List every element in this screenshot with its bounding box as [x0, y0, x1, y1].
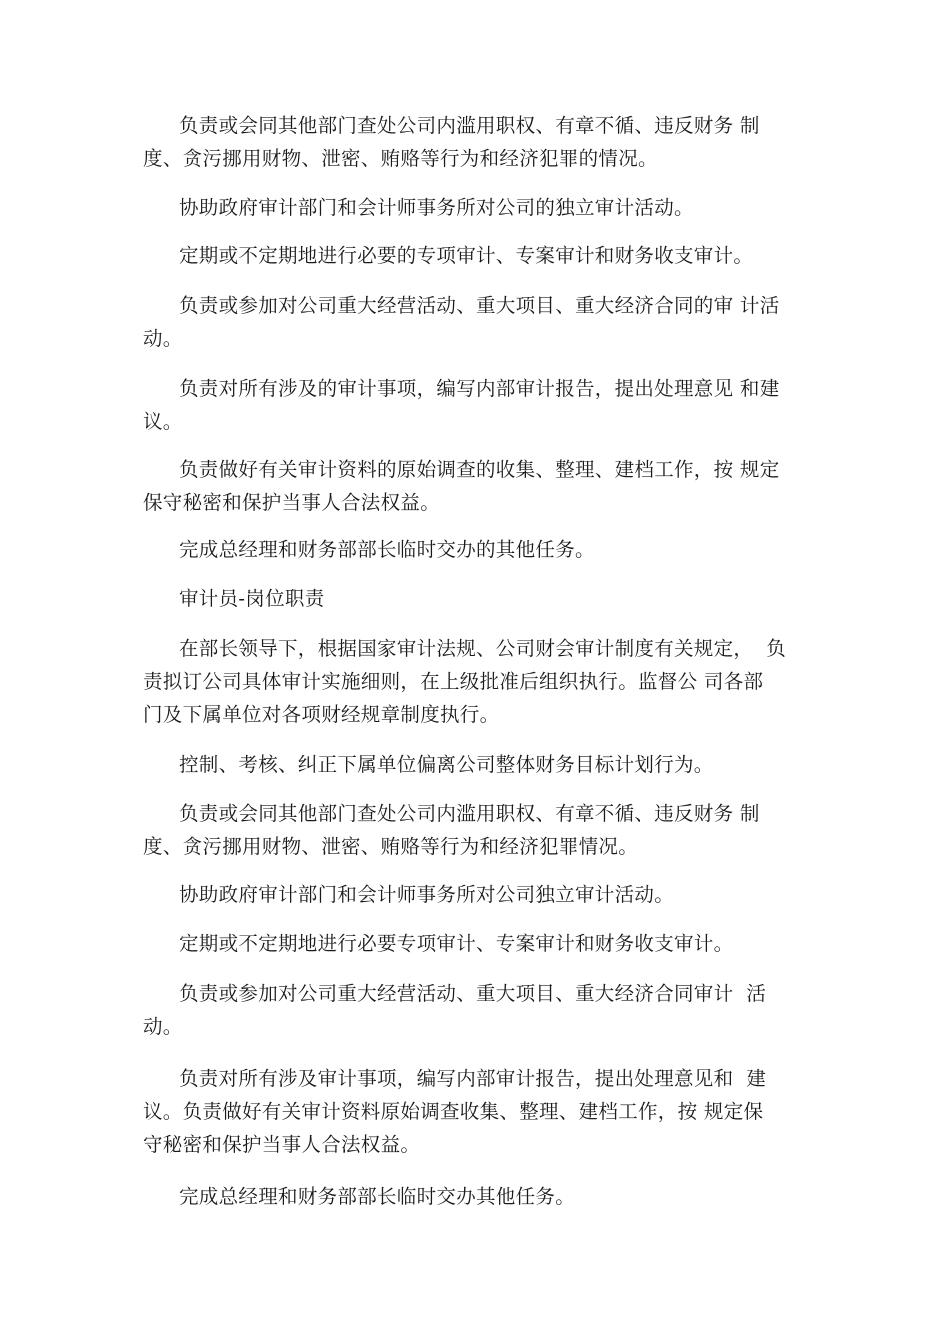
paragraph — [143, 191, 833, 224]
paragraph — [143, 289, 833, 355]
text-line: 责拟订公司具体审计实施细则，在上级批准后组织执行。监督公 司各部 — [143, 670, 764, 693]
paragraph — [143, 878, 833, 911]
paragraph — [143, 977, 833, 1043]
paragraph — [143, 533, 833, 566]
paragraph — [143, 748, 833, 781]
text-line: 负责对所有涉及的审计事项，编写内部审计报告，提出处理意见 和建 — [179, 377, 780, 400]
text-line: 保守秘密和保护当事人合法权益。 — [143, 491, 441, 514]
text-line: 协助政府审计部门和会计师事务所对公司的独立审计活动。 — [179, 196, 694, 219]
text-line: 负责或参加对公司重大经营活动、重大项目、重大经济合同审计 活 — [179, 982, 767, 1005]
paragraph — [143, 109, 833, 175]
text-line: 完成总经理和财务部部长临时交办的其他任务。 — [179, 538, 595, 561]
text-line: 负责或会同其他部门查处公司内滥用职权、有章不循、违反财务 制 — [179, 802, 760, 825]
text-line: 度、贪污挪用财物、泄密、贿赂等行为和经济犯罪情况。 — [143, 835, 639, 858]
text-line: 负责对所有涉及审计事项，编写内部审计报告，提出处理意见和 建 — [179, 1067, 767, 1090]
paragraph — [143, 927, 833, 960]
text-line: 控制、考核、纠正下属单位偏离公司整体财务目标计划行为。 — [179, 753, 714, 776]
paragraph — [143, 372, 833, 438]
paragraph — [143, 632, 833, 731]
text-line: 议。 — [143, 410, 183, 433]
section-title — [143, 582, 833, 615]
text-line: 负责或会同其他部门查处公司内滥用职权、有章不循、违反财务 制 — [179, 114, 760, 137]
paragraph — [143, 1062, 833, 1161]
text-line: 动。 — [143, 1015, 183, 1038]
text-line: 守秘密和保护当事人合法权益。 — [143, 1133, 421, 1156]
text-line: 协助政府审计部门和会计师事务所对公司独立审计活动。 — [179, 883, 675, 906]
text-line: 门及下属单位对各项财经规章制度执行。 — [143, 703, 500, 726]
text-line: 定期或不定期地进行必要专项审计、专案审计和财务收支审计。 — [179, 932, 734, 955]
paragraph — [143, 797, 833, 863]
text-line: 审计员-岗位职责 — [179, 587, 325, 610]
text-line: 度、贪污挪用财物、泄密、贿赂等行为和经济犯罪的情况。 — [143, 147, 658, 170]
text-line: 负责做好有关审计资料的原始调查的收集、整理、建档工作，按 规定 — [179, 458, 780, 481]
text-line: 议。负责做好有关审计资料原始调查收集、整理、建档工作，按 规定保 — [143, 1100, 764, 1123]
text-line: 在部长领导下，根据国家审计法规、公司财会审计制度有关规定， 负 — [179, 637, 786, 660]
paragraph — [143, 239, 833, 272]
paragraph — [143, 1180, 833, 1213]
text-line: 动。 — [143, 327, 183, 350]
text-line: 完成总经理和财务部部长临时交办其他任务。 — [179, 1185, 576, 1208]
text-line: 定期或不定期地进行必要的专项审计、专案审计和财务收支审计。 — [179, 244, 754, 267]
paragraph — [143, 453, 833, 519]
text-line: 负责或参加对公司重大经营活动、重大项目、重大经济合同的审 计活 — [179, 294, 780, 317]
